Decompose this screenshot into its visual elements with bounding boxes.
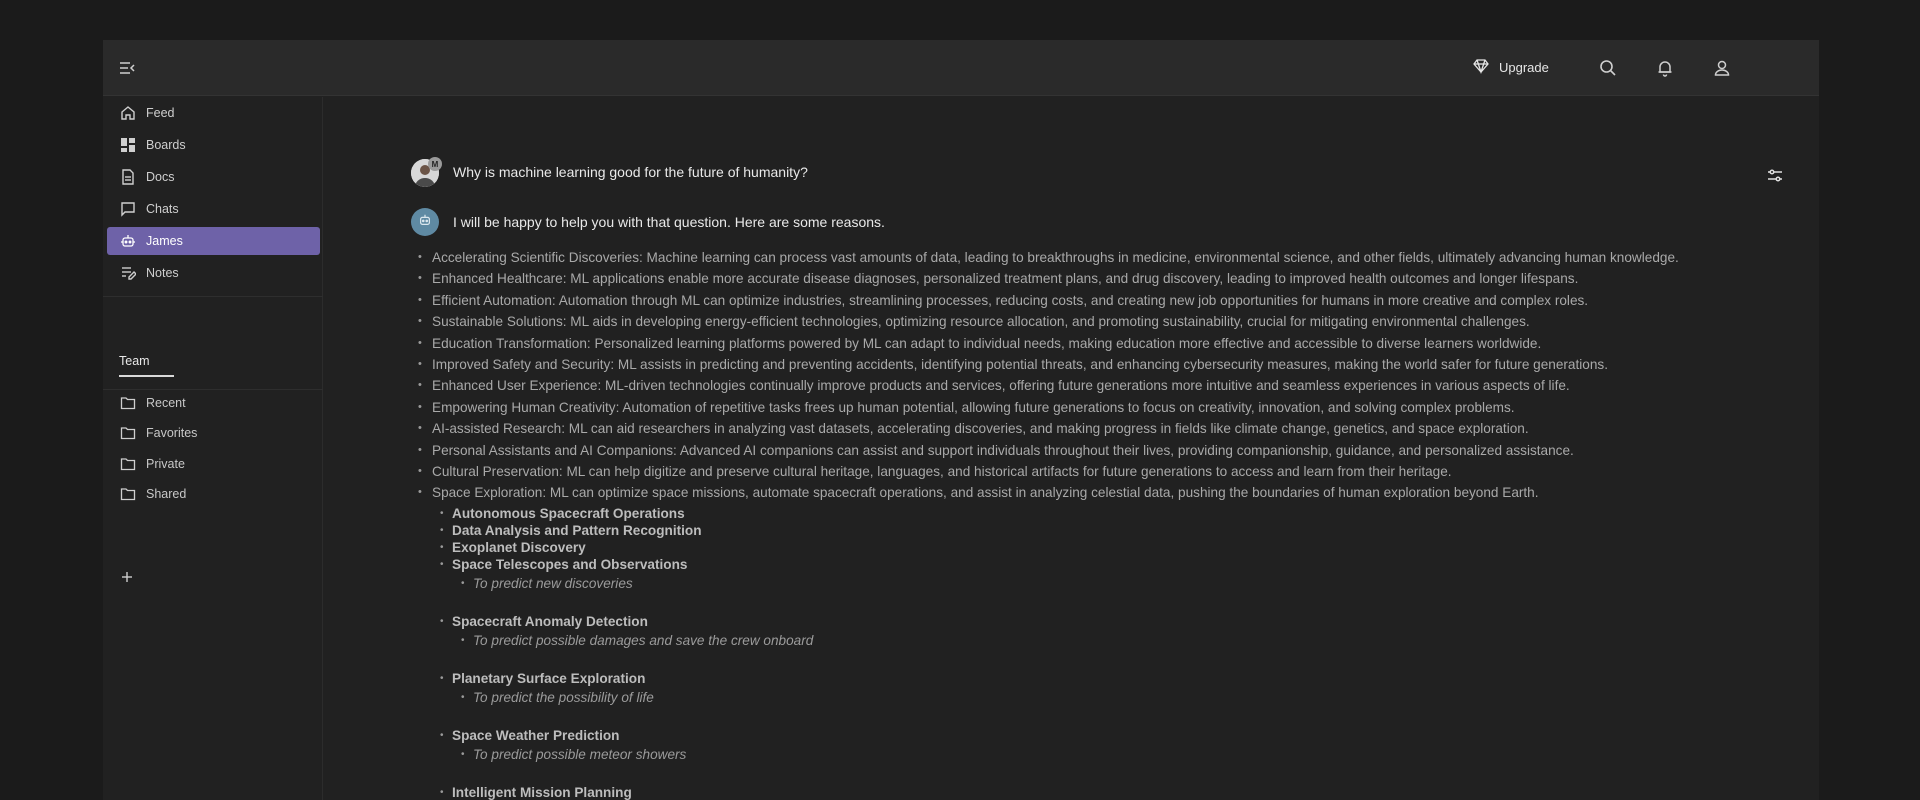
upgrade-button[interactable] [1473,58,1549,77]
list-item: • AI-assisted Research: ML can aid researchers in analyzing vast datasets, accelerating discoveries, and making progress in fields like climate change, genetics, and space exploration. [418,418,1718,439]
collapse-menu-icon[interactable] [118,59,136,77]
sidebar-item-james[interactable] [107,227,320,255]
sub-note: • To predict possible meteor showers [461,744,1761,765]
list-item: • Empowering Human Creativity: Automation of repetitive tasks frees up human potential, allowing future generations to focus on creativity, innovation, and solving complex problems. [418,397,1718,418]
list-item: • Personal Assistants and AI Companions: Advanced AI companions can assist and support individuals throughout their lives, providing companionship, guidance, and personalized assistance. [418,440,1718,461]
tab-team[interactable]: Team [119,354,174,377]
folder-icon [120,425,136,441]
sidebar [103,97,323,800]
sub-note: • To predict new discoveries [461,573,1761,594]
list-item: • Accelerating Scientific Discoveries: Machine learning can process vast amounts of data, leading to breakthroughs in medicine, environmental science, and other fields, ultimately advancing human knowledge. [418,247,1718,268]
sidebar-item-notes[interactable] [107,259,320,287]
sub-list-item: • Exoplanet Discovery [440,539,1740,556]
top-bar [103,40,1819,96]
sub-note: • To predict the possibility of life [461,687,1761,708]
folder-icon [120,395,136,411]
folder-icon [120,486,136,502]
list-item: • Efficient Automation: Automation through ML can optimize industries, streamlining processes, reducing costs, and creating new job opportunities for humans in more creative and complex roles. [418,290,1718,311]
sub-list-item: • Intelligent Mission Planning [440,784,1740,800]
sidebar-item-label: Chats [146,202,179,216]
folder-label: Shared [146,487,187,501]
sidebar-item-label: Notes [146,266,179,280]
settings-sliders-icon[interactable] [1766,167,1784,185]
folder-icon [120,456,136,472]
sidebar-item-feed[interactable] [107,99,320,127]
add-icon[interactable] [119,569,135,585]
folder-private[interactable] [120,456,185,472]
folder-recent[interactable] [120,395,186,411]
folder-label: Favorites [146,426,198,440]
list-item: • Sustainable Solutions: ML aids in developing energy-efficient technologies, optimizing resource allocation, and promoting sustainability, crucial for mitigating environmental challenges. [418,311,1718,332]
sub-list-item: • Spacecraft Anomaly Detection [440,613,1740,630]
list-item: • Space Exploration: ML can optimize space missions, automate spacecraft operations, and assist in analyzing celestial data, pushing the boundaries of human exploration beyond Earth. [418,482,1718,503]
docs-icon [120,169,136,185]
folder-label: Recent [146,396,186,410]
sidebar-item-label: Boards [146,138,186,152]
divider [103,296,323,297]
user-question: Why is machine learning good for the future of humanity? [453,164,808,180]
folder-favorites[interactable] [120,425,197,441]
bell-icon[interactable] [1655,58,1675,78]
chat-icon [120,201,136,217]
sub-list-item: • Space Weather Prediction [440,727,1740,744]
app-window [103,40,1819,800]
diamond-icon [1473,58,1489,77]
assistant-intro: I will be happy to help you with that question. Here are some reasons. [453,214,885,230]
sidebar-item-label: James [146,234,183,248]
sidebar-item-label: Feed [146,106,175,120]
user-initial-badge: M [428,157,442,171]
answer-list [418,247,1718,800]
sub-note: • To predict possible damages and save the crew onboard [461,630,1761,651]
upgrade-label: Upgrade [1499,60,1549,75]
home-icon [120,105,136,121]
boards-icon [120,137,136,153]
sub-list-item: • Autonomous Spacecraft Operations [440,505,1740,522]
sub-list-item: • Planetary Surface Exploration [440,670,1740,687]
divider [103,389,323,390]
user-icon[interactable] [1712,58,1732,78]
sidebar-item-label: Docs [146,170,175,184]
chat-panel [324,97,1819,800]
assistant-avatar [411,208,439,236]
list-item: • Improved Safety and Security: ML assists in predicting and preventing accidents, identifying potential threats, and enhancing cybersecurity measures, making the world safer for future generations. [418,354,1718,375]
bot-icon [418,213,432,232]
sidebar-item-docs[interactable] [107,163,320,191]
notes-icon [120,265,136,281]
sidebar-item-chats[interactable] [107,195,320,223]
list-item: • Enhanced Healthcare: ML applications enable more accurate disease diagnoses, personalized treatment plans, and drug discovery, leading to improved health outcomes and longer lifespans. [418,268,1718,289]
bot-icon [120,233,136,249]
sub-list-item: • Data Analysis and Pattern Recognition [440,522,1740,539]
folder-label: Private [146,457,185,471]
search-icon[interactable] [1598,58,1618,78]
folder-shared[interactable] [120,486,186,502]
sub-list-item: • Space Telescopes and Observations [440,556,1740,573]
list-item: • Cultural Preservation: ML can help digitize and preserve cultural heritage, languages, and historical artifacts for future generations to access and learn from their heritage. [418,461,1718,482]
list-item: • Enhanced User Experience: ML-driven technologies continually improve products and services, offering future generations more intuitive and seamless experiences in various aspects of life. [418,375,1718,396]
sidebar-item-boards[interactable] [107,131,320,159]
list-item: • Education Transformation: Personalized learning platforms powered by ML can adapt to individual needs, making education more effective and accessible to diverse learners worldwide. [418,333,1718,354]
